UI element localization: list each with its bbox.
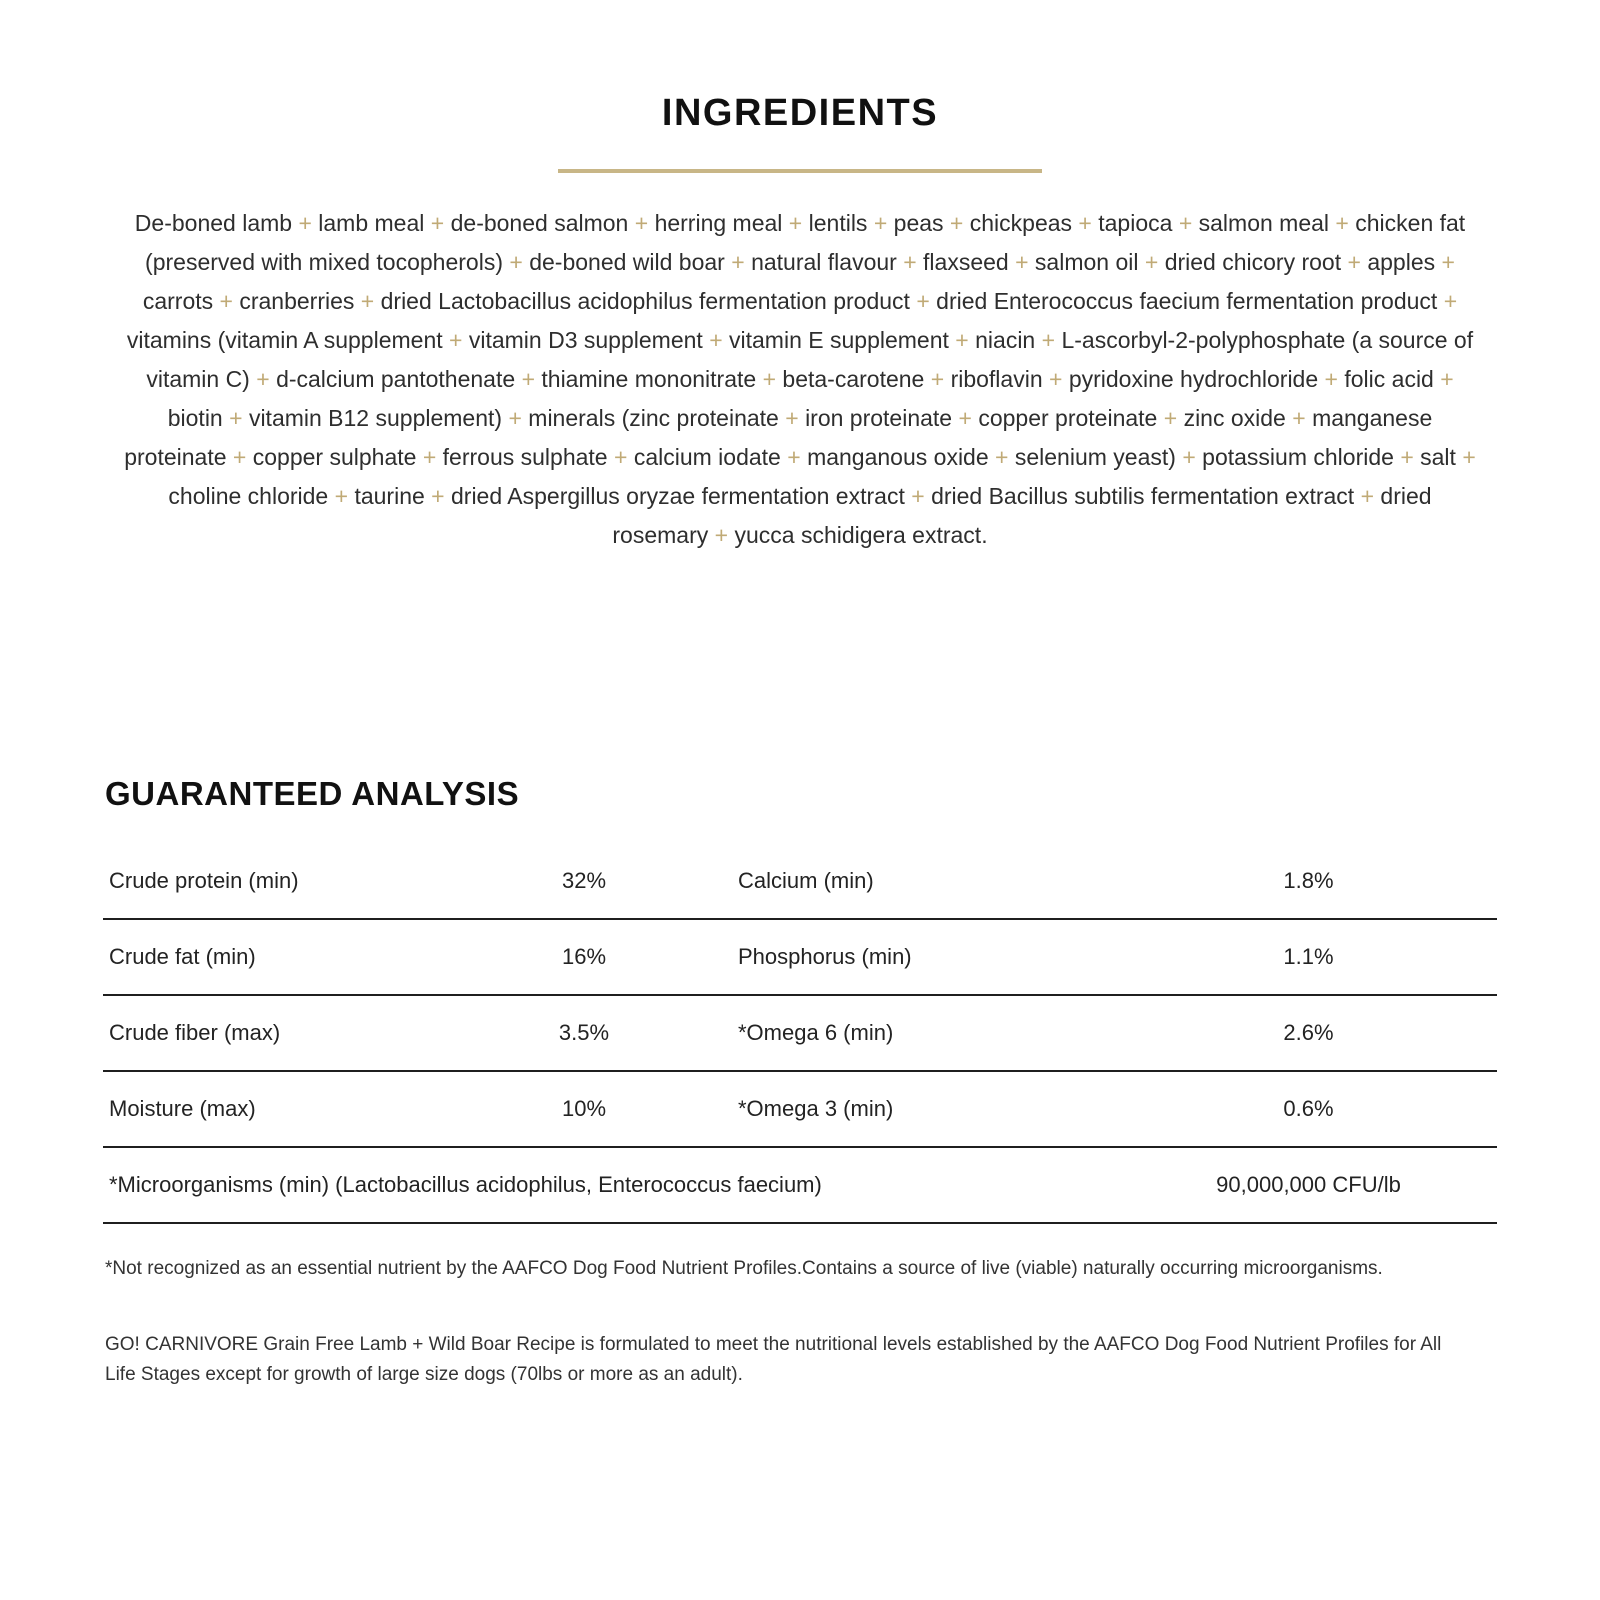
plus-separator: + bbox=[903, 249, 917, 275]
plus-separator: + bbox=[1163, 405, 1178, 431]
analysis-value: 1.1% bbox=[1283, 944, 1334, 969]
footnote-formulation-statement: GO! CARNIVORE Grain Free Lamb + Wild Boar Recipe is formulated to meet the nutritional levels established by the AAFCO Dog Food Nutrient Profiles for All Life Stages except for growth of large size dogs (70lbs or more as an adult). bbox=[105, 1334, 1442, 1385]
plus-separator: + bbox=[1182, 444, 1196, 470]
plus-separator: + bbox=[1041, 327, 1056, 353]
plus-separator: + bbox=[995, 444, 1009, 470]
analysis-label: Crude protein (min) bbox=[109, 868, 299, 893]
plus-separator: + bbox=[787, 444, 801, 470]
plus-separator: + bbox=[1441, 249, 1455, 275]
analysis-value: 10% bbox=[561, 1096, 607, 1121]
plus-separator: + bbox=[431, 483, 445, 509]
analysis-row bbox=[103, 1148, 1497, 1224]
analysis-label: *Omega 3 (min) bbox=[738, 1096, 894, 1121]
plus-separator: + bbox=[1360, 483, 1375, 509]
plus-separator: + bbox=[1443, 288, 1458, 314]
analysis-value: 1.8% bbox=[1283, 868, 1334, 893]
plus-separator: + bbox=[955, 327, 969, 353]
analysis-value: 3.5% bbox=[558, 1020, 610, 1045]
plus-separator: + bbox=[709, 327, 723, 353]
analysis-row bbox=[103, 1072, 1497, 1148]
plus-separator: + bbox=[785, 405, 799, 431]
plus-separator: + bbox=[1015, 249, 1029, 275]
analysis-value: 2.6% bbox=[1283, 1020, 1334, 1045]
plus-separator: + bbox=[930, 366, 945, 392]
heading-divider bbox=[558, 169, 1042, 173]
plus-separator: + bbox=[949, 210, 964, 236]
plus-separator: + bbox=[714, 522, 729, 548]
plus-separator: + bbox=[422, 444, 437, 470]
plus-separator: + bbox=[298, 210, 312, 236]
plus-separator: + bbox=[1078, 210, 1092, 236]
plus-separator: + bbox=[613, 444, 628, 470]
analysis-value: 90,000,000 CFU/lb bbox=[1216, 1172, 1401, 1197]
plus-separator: + bbox=[1462, 444, 1476, 470]
plus-separator: + bbox=[911, 483, 925, 509]
analysis-value: 32% bbox=[561, 868, 607, 893]
plus-separator: + bbox=[521, 366, 535, 392]
plus-separator: + bbox=[873, 210, 888, 236]
plus-separator: + bbox=[334, 483, 349, 509]
plus-separator: + bbox=[958, 405, 972, 431]
plus-separator: + bbox=[762, 366, 777, 392]
footnote-aafco-nutrient: *Not recognized as an essential nutrient by the AAFCO Dog Food Nutrient Profiles.Contains a source of live (viable) naturally occurring microorganisms. bbox=[105, 1258, 1383, 1279]
analysis-row bbox=[103, 996, 1497, 1072]
ingredients-paragraph: De-boned lamb + lamb meal + de-boned salmon + herring meal + lentils + peas + chickpeas + tapioca + salmon meal + chicken fat (preserved with mixed tocopherols) + de-boned wild boar + natural flavour + flaxseed + salmon oil + dried chicory root + apples + carrots + cranberries + dried Lactobacillus acidophilus fermentation product + dried Enterococcus faecium fermentation product + vitamins (vitamin A supplement + vitamin D3 supplement + vitamin E supplement + niacin + L-ascorbyl-2-polyphosphate (a source of vitamin C) + d-calcium pantothenate + thiamine mononitrate + beta-carotene + riboflavin + pyridoxine hydrochloride + folic acid + biotin + vitamin B12 supplement) + minerals (zinc proteinate + iron proteinate + copper proteinate + zinc oxide + manganese proteinate + copper sulphate + ferrous sulphate + calcium iodate + manganous oxide + selenium yeast) + potassium chloride + salt + choline chloride + taurine + dried Aspergillus oryzae fermentation extract + dried Bacillus subtilis fermentation extract + dried rosemary + yucca schidigera extract. bbox=[124, 210, 1476, 548]
plus-separator: + bbox=[1178, 210, 1193, 236]
plus-separator: + bbox=[360, 288, 375, 314]
plus-separator: + bbox=[229, 405, 243, 431]
plus-separator: + bbox=[634, 210, 649, 236]
analysis-label: Moisture (max) bbox=[109, 1096, 256, 1121]
plus-separator: + bbox=[232, 444, 247, 470]
plus-separator: + bbox=[449, 327, 463, 353]
guaranteed-analysis-table bbox=[103, 844, 1497, 1224]
plus-separator: + bbox=[1292, 405, 1306, 431]
analysis-label: *Omega 6 (min) bbox=[738, 1020, 894, 1045]
plus-separator: + bbox=[256, 366, 270, 392]
analysis-label: *Microorganisms (min) (Lactobacillus acidophilus, Enterococcus faecium) bbox=[109, 1172, 822, 1197]
analysis-row bbox=[103, 844, 1497, 920]
plus-separator: + bbox=[1049, 366, 1063, 392]
analysis-label: Crude fat (min) bbox=[109, 944, 256, 969]
ingredients-heading: INGREDIENTS bbox=[661, 92, 939, 134]
plus-separator: + bbox=[916, 288, 930, 314]
analysis-row bbox=[103, 920, 1497, 996]
analysis-label: Crude fiber (max) bbox=[109, 1020, 281, 1045]
plus-separator: + bbox=[1335, 210, 1349, 236]
analysis-label: Phosphorus (min) bbox=[738, 944, 912, 969]
plus-separator: + bbox=[1440, 366, 1454, 392]
plus-separator: + bbox=[509, 249, 523, 275]
analysis-label: Calcium (min) bbox=[738, 868, 874, 893]
plus-separator: + bbox=[1324, 366, 1338, 392]
plus-separator: + bbox=[219, 288, 233, 314]
plus-separator: + bbox=[788, 210, 803, 236]
plus-separator: + bbox=[1144, 249, 1159, 275]
plus-separator: + bbox=[430, 210, 445, 236]
guaranteed-analysis-heading: GUARANTEED ANALYSIS bbox=[105, 775, 520, 812]
plus-separator: + bbox=[731, 249, 745, 275]
analysis-value: 0.6% bbox=[1283, 1096, 1334, 1121]
plus-separator: + bbox=[508, 405, 522, 431]
plus-separator: + bbox=[1347, 249, 1361, 275]
analysis-value: 16% bbox=[561, 944, 607, 969]
plus-separator: + bbox=[1400, 444, 1414, 470]
